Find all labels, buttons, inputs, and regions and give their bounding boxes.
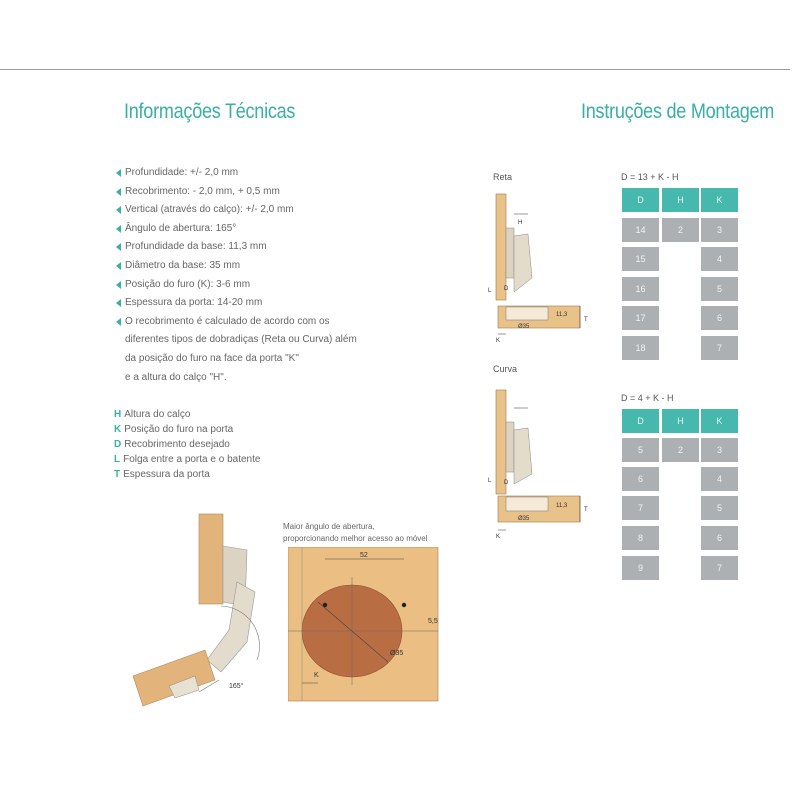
legend-item: T Espessura da porta — [114, 469, 210, 480]
spec-continuation: e a altura do calço "H". — [125, 371, 227, 383]
dim-t-label: T — [584, 507, 588, 513]
assembly-instructions-heading: Instruções de Montagem — [581, 100, 775, 123]
k-dim-label: K — [314, 672, 319, 679]
dim-k-label: K — [496, 338, 501, 344]
width-dim-label: 52 — [360, 552, 368, 559]
opening-caption: Maior ângulo de abertura, proporcionando melhor acesso ao móvel — [283, 522, 428, 543]
table-header: K — [701, 409, 738, 433]
table-header: K — [701, 188, 738, 212]
curva-formula: D = 4 + K - H — [621, 393, 674, 403]
table-cell: 6 — [622, 467, 659, 491]
table-cell: 4 — [701, 467, 738, 491]
table-cell: 2 — [662, 438, 699, 462]
table-header: D — [622, 409, 659, 433]
reta-formula: D = 13 + K - H — [621, 172, 679, 182]
dim-base-depth-label: 11,3 — [556, 503, 568, 509]
dim-d-label: D — [504, 480, 509, 486]
dim-base-dia-label: Ø35 — [518, 516, 530, 522]
spec-item: Ângulo de abertura: 165° — [116, 220, 376, 239]
offset-dim-label: 5,5 — [428, 618, 438, 625]
bullet-triangle-icon — [116, 318, 121, 326]
table-header: H — [662, 188, 699, 212]
spec-item: Profundidade: +/- 2,0 mm — [116, 164, 376, 183]
table-cell: 14 — [622, 218, 659, 242]
bullet-triangle-icon — [116, 243, 121, 251]
bullet-triangle-icon — [116, 262, 121, 270]
bullet-triangle-icon — [116, 281, 121, 289]
table-header: H — [662, 409, 699, 433]
dim-base-dia-label: Ø35 — [518, 324, 530, 330]
table-cell: 3 — [701, 438, 738, 462]
table-cell: 7 — [701, 336, 738, 360]
bullet-triangle-icon — [116, 169, 121, 177]
top-divider — [0, 69, 790, 70]
table-cell: 7 — [622, 496, 659, 520]
dim-k-label: K — [496, 534, 501, 540]
spec-item: O recobrimento é calculado de acordo com os — [116, 313, 376, 332]
technical-info-heading: Informações Técnicas — [124, 100, 296, 123]
table-cell: 4 — [701, 247, 738, 271]
angle-label: 165° — [229, 683, 244, 690]
bullet-triangle-icon — [116, 225, 121, 233]
spec-item: Vertical (através do calço): +/- 2,0 mm — [116, 201, 376, 220]
table-cell: 5 — [701, 496, 738, 520]
dim-l-label: L — [488, 478, 492, 484]
dim-h-label: H — [518, 220, 523, 226]
spec-item: Posição do furo (K): 3-6 mm — [116, 276, 376, 295]
table-cell: 18 — [622, 336, 659, 360]
legend-item: L Folga entre a porta e o batente — [114, 454, 261, 465]
spec-item: Recobrimento: - 2,0 mm, + 0,5 mm — [116, 183, 376, 202]
opening-angle-diagram — [125, 510, 285, 710]
table-cell: 17 — [622, 306, 659, 330]
table-cell: 2 — [662, 218, 699, 242]
reta-label: Reta — [493, 172, 513, 182]
legend-item: K Posição do furo na porta — [114, 424, 234, 435]
bullet-triangle-icon — [116, 188, 121, 196]
bullet-triangle-icon — [116, 299, 121, 307]
variable-legend — [114, 407, 260, 482]
spec-continuation: da posição do furo na face da porta "K" — [125, 352, 299, 364]
table-cell: 6 — [701, 526, 738, 550]
table-cell: 15 — [622, 247, 659, 271]
hole-dia-label: Ø35 — [390, 650, 404, 657]
dim-t-label: T — [584, 317, 588, 323]
table-cell: 16 — [622, 277, 659, 301]
table-header: D — [622, 188, 659, 212]
spec-continuation: diferentes tipos de dobradiças (Reta ou Curva) além — [125, 334, 357, 346]
table-cell: 6 — [701, 306, 738, 330]
dim-base-depth-label: 11,3 — [556, 312, 568, 318]
mounting-hole-diagram — [288, 547, 448, 707]
legend-item: H Altura do calço — [114, 409, 191, 420]
bullet-triangle-icon — [116, 206, 121, 214]
table-cell: 9 — [622, 556, 659, 580]
table-cell: 8 — [622, 526, 659, 550]
table-cell: 5 — [622, 438, 659, 462]
reta-hinge-diagram — [484, 188, 594, 348]
table-cell: 3 — [701, 218, 738, 242]
spec-item: Espessura da porta: 14-20 mm — [116, 294, 376, 313]
spec-item: Diâmetro da base: 35 mm — [116, 257, 376, 276]
curva-label: Curva — [493, 364, 518, 374]
table-cell: 5 — [701, 277, 738, 301]
curva-hinge-diagram — [484, 384, 594, 544]
dim-l-label: L — [488, 288, 492, 294]
spec-item: Profundidade da base: 11,3 mm — [116, 238, 376, 257]
legend-item: D Recobrimento desejado — [114, 439, 230, 450]
table-cell: 7 — [701, 556, 738, 580]
dim-d-label: D — [504, 286, 509, 292]
spec-list — [116, 164, 376, 387]
